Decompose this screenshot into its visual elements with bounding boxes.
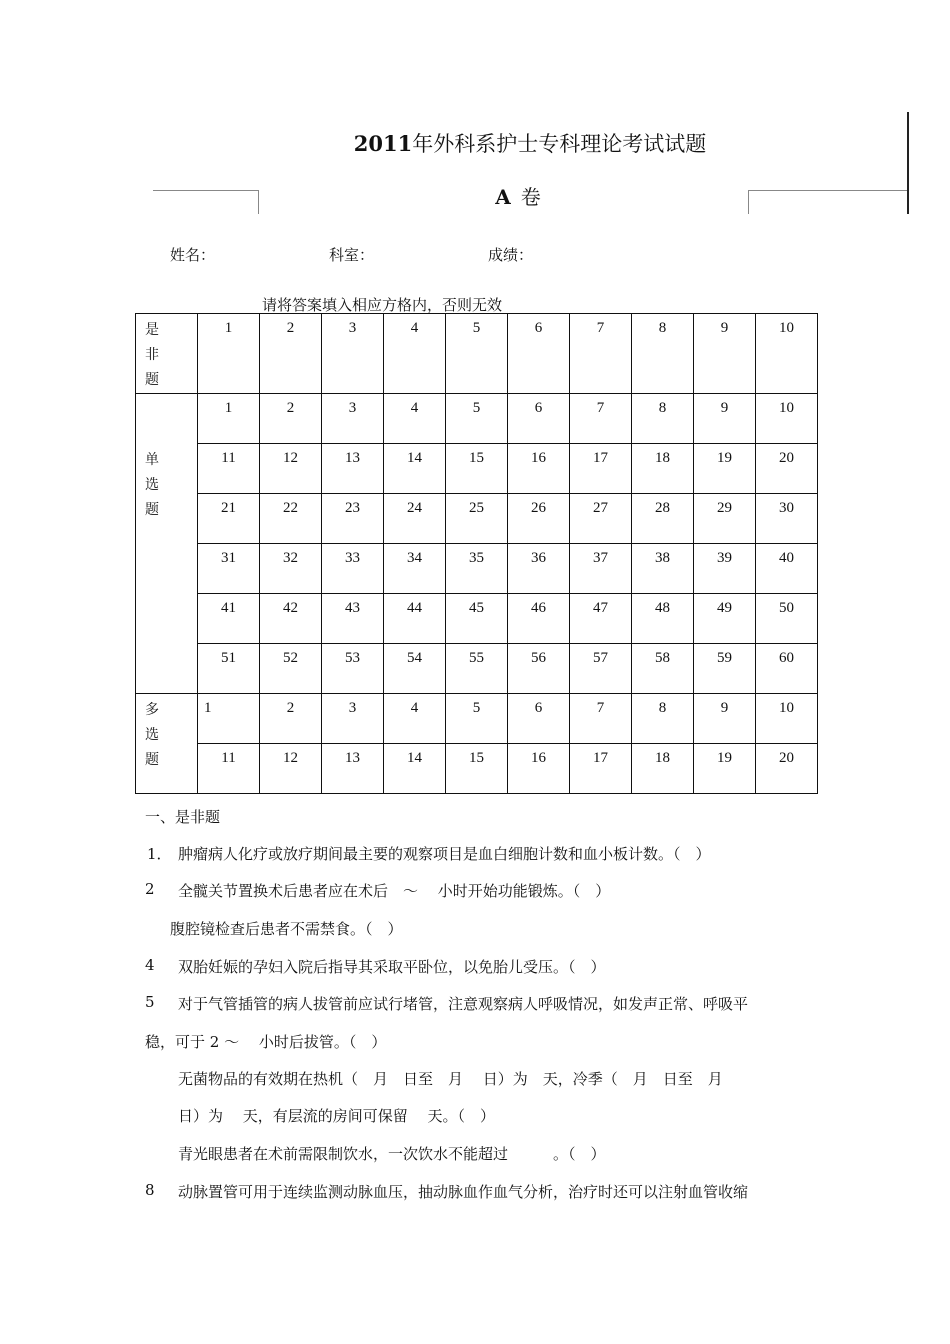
true-false-label [136, 314, 198, 394]
true-false-answer-cell[interactable]: 9 [694, 314, 756, 394]
multi-choice-answer-cell[interactable]: 19 [694, 744, 756, 794]
multi-choice-answer-cell[interactable]: 1 [198, 694, 260, 744]
single-choice-answer-cell[interactable]: 58 [632, 644, 694, 694]
question-number: 2 [145, 880, 155, 898]
single-choice-answer-cell[interactable]: 38 [632, 544, 694, 594]
multi-choice-answer-cell[interactable]: 10 [756, 694, 818, 744]
section-title: 一、是非题 [145, 808, 221, 826]
single-choice-answer-cell[interactable]: 43 [322, 594, 384, 644]
answer-sheet-table [135, 313, 818, 794]
multi-choice-row [136, 694, 818, 744]
multi-choice-answer-cell[interactable]: 3 [322, 694, 384, 744]
question-text: 全髋关节置换术后患者应在术后 ～ 小时开始功能锻炼。（ ） [178, 882, 611, 900]
single-choice-answer-cell[interactable]: 16 [508, 444, 570, 494]
single-choice-answer-cell[interactable]: 23 [322, 494, 384, 544]
single-choice-answer-cell[interactable]: 30 [756, 494, 818, 544]
page-title: 2011年外科系护士专科理论考试试题 [353, 131, 707, 156]
single-choice-answer-cell[interactable]: 11 [198, 444, 260, 494]
question-number: 8 [145, 1181, 155, 1199]
true-false-answer-cell[interactable]: 1 [198, 314, 260, 394]
single-choice-answer-cell[interactable]: 49 [694, 594, 756, 644]
single-choice-answer-cell[interactable]: 56 [508, 644, 570, 694]
true-false-answer-cell[interactable]: 5 [446, 314, 508, 394]
multi-choice-answer-cell[interactable]: 17 [570, 744, 632, 794]
true-false-label-char: 是 [145, 322, 159, 338]
single-choice-answer-cell[interactable]: 19 [694, 444, 756, 494]
single-choice-answer-cell[interactable]: 10 [756, 394, 818, 444]
single-choice-answer-cell[interactable]: 12 [260, 444, 322, 494]
multi-choice-answer-cell[interactable]: 12 [260, 744, 322, 794]
question-text: 腹腔镜检查后患者不需禁食。（ ） [170, 920, 403, 938]
question-text: 肿瘤病人化疗或放疗期间最主要的观察项目是血白细胞计数和血小板计数。（ ） [178, 845, 711, 863]
single-choice-answer-cell[interactable]: 13 [322, 444, 384, 494]
multi-choice-answer-cell[interactable]: 14 [384, 744, 446, 794]
single-choice-row [136, 394, 818, 444]
single-choice-answer-cell[interactable]: 59 [694, 644, 756, 694]
single-choice-answer-cell[interactable]: 46 [508, 594, 570, 644]
single-choice-answer-cell[interactable]: 48 [632, 594, 694, 644]
single-choice-answer-cell[interactable]: 22 [260, 494, 322, 544]
multi-choice-row [136, 744, 818, 794]
single-choice-answer-cell[interactable]: 35 [446, 544, 508, 594]
true-false-answer-cell[interactable]: 3 [322, 314, 384, 394]
single-choice-answer-cell[interactable]: 36 [508, 544, 570, 594]
single-choice-row [136, 594, 818, 644]
multi-choice-label-char: 题 [145, 752, 159, 768]
single-choice-answer-cell[interactable]: 47 [570, 594, 632, 644]
question-text: 双胎妊娠的孕妇入院后指导其采取平卧位，以免胎儿受压。（ ） [178, 958, 606, 976]
single-choice-answer-cell[interactable]: 34 [384, 544, 446, 594]
department-label: 科室： [329, 246, 375, 264]
true-false-answer-cell[interactable]: 7 [570, 314, 632, 394]
multi-choice-answer-cell[interactable]: 6 [508, 694, 570, 744]
name-label: 姓名： [170, 246, 216, 264]
single-choice-label [136, 394, 198, 694]
question-text: 对于气管插管的病人拔管前应试行堵管，注意观察病人呼吸情况，如发声正常、呼吸平 [178, 995, 749, 1013]
multi-choice-label-char: 选 [145, 727, 159, 743]
single-choice-answer-cell[interactable]: 25 [446, 494, 508, 544]
question-number: 5 [145, 993, 155, 1011]
multi-choice-answer-cell[interactable]: 2 [260, 694, 322, 744]
single-choice-answer-cell[interactable]: 32 [260, 544, 322, 594]
question-number: 4 [145, 956, 155, 974]
true-false-answer-cell[interactable]: 10 [756, 314, 818, 394]
question-text: 动脉置管可用于连续监测动脉血压，抽动脉血作血气分析，治疗时还可以注射血管收缩 [178, 1183, 749, 1201]
single-choice-answer-cell[interactable]: 52 [260, 644, 322, 694]
true-false-label-char: 非 [145, 347, 159, 363]
true-false-row [136, 314, 818, 394]
single-choice-answer-cell[interactable]: 44 [384, 594, 446, 644]
single-choice-answer-cell[interactable]: 24 [384, 494, 446, 544]
single-choice-answer-cell[interactable]: 50 [756, 594, 818, 644]
single-choice-answer-cell[interactable]: 2 [260, 394, 322, 444]
single-choice-row [136, 494, 818, 544]
single-choice-answer-cell[interactable]: 39 [694, 544, 756, 594]
single-choice-answer-cell[interactable]: 6 [508, 394, 570, 444]
single-choice-answer-cell[interactable]: 29 [694, 494, 756, 544]
single-choice-label-char: 题 [145, 502, 159, 518]
single-choice-answer-cell[interactable]: 21 [198, 494, 260, 544]
multi-choice-answer-cell[interactable]: 11 [198, 744, 260, 794]
single-choice-answer-cell[interactable]: 14 [384, 444, 446, 494]
multi-choice-answer-cell[interactable]: 13 [322, 744, 384, 794]
single-choice-answer-cell[interactable]: 7 [570, 394, 632, 444]
single-choice-answer-cell[interactable]: 26 [508, 494, 570, 544]
single-choice-answer-cell[interactable]: 17 [570, 444, 632, 494]
true-false-label-char: 题 [145, 372, 159, 388]
true-false-answer-cell[interactable]: 8 [632, 314, 694, 394]
question-number: 1． [147, 845, 172, 863]
single-choice-answer-cell[interactable]: 33 [322, 544, 384, 594]
single-choice-answer-cell[interactable]: 18 [632, 444, 694, 494]
question-text: 青光眼患者在术前需限制饮水，一次饮水不能超过 。（ ） [178, 1145, 606, 1163]
multi-choice-answer-cell[interactable]: 5 [446, 694, 508, 744]
single-choice-row [136, 544, 818, 594]
multi-choice-answer-cell[interactable]: 9 [694, 694, 756, 744]
single-choice-row [136, 444, 818, 494]
multi-choice-answer-cell[interactable]: 18 [632, 744, 694, 794]
single-choice-answer-cell[interactable]: 60 [756, 644, 818, 694]
single-choice-answer-cell[interactable]: 4 [384, 394, 446, 444]
multi-choice-answer-cell[interactable]: 4 [384, 694, 446, 744]
single-choice-label-char: 单 [145, 452, 159, 468]
answer-instruction: 请将答案填入相应方格内，否则无效 [262, 296, 503, 314]
single-choice-answer-cell[interactable]: 55 [446, 644, 508, 694]
question-text: 稳，可于 2 ～ 小时后拔管。（ ） [145, 1033, 387, 1051]
single-choice-answer-cell[interactable]: 20 [756, 444, 818, 494]
multi-choice-answer-cell[interactable]: 8 [632, 694, 694, 744]
multi-choice-label-char: 多 [145, 702, 159, 718]
single-choice-answer-cell[interactable]: 5 [446, 394, 508, 444]
multi-choice-answer-cell[interactable]: 20 [756, 744, 818, 794]
single-choice-answer-cell[interactable]: 31 [198, 544, 260, 594]
single-choice-answer-cell[interactable]: 15 [446, 444, 508, 494]
single-choice-answer-cell[interactable]: 51 [198, 644, 260, 694]
single-choice-answer-cell[interactable]: 8 [632, 394, 694, 444]
single-choice-answer-cell[interactable]: 53 [322, 644, 384, 694]
single-choice-answer-cell[interactable]: 9 [694, 394, 756, 444]
true-false-answer-cell[interactable]: 2 [260, 314, 322, 394]
true-false-answer-cell[interactable]: 4 [384, 314, 446, 394]
single-choice-answer-cell[interactable]: 3 [322, 394, 384, 444]
multi-choice-answer-cell[interactable]: 16 [508, 744, 570, 794]
single-choice-answer-cell[interactable]: 27 [570, 494, 632, 544]
single-choice-answer-cell[interactable]: 40 [756, 544, 818, 594]
single-choice-row [136, 644, 818, 694]
single-choice-answer-cell[interactable]: 57 [570, 644, 632, 694]
multi-choice-answer-cell[interactable]: 7 [570, 694, 632, 744]
single-choice-label-char: 选 [145, 477, 159, 493]
paper-version: A 卷 [495, 185, 541, 209]
multi-choice-label [136, 694, 198, 794]
multi-choice-answer-cell[interactable]: 15 [446, 744, 508, 794]
score-label: 成绩： [488, 246, 534, 264]
single-choice-answer-cell[interactable]: 28 [632, 494, 694, 544]
single-choice-answer-cell[interactable]: 45 [446, 594, 508, 644]
true-false-answer-cell[interactable]: 6 [508, 314, 570, 394]
single-choice-answer-cell[interactable]: 37 [570, 544, 632, 594]
single-choice-answer-cell[interactable]: 42 [260, 594, 322, 644]
single-choice-answer-cell[interactable]: 41 [198, 594, 260, 644]
single-choice-answer-cell[interactable]: 54 [384, 644, 446, 694]
question-text: 日）为 天，有层流的房间可保留 天。（ ） [178, 1107, 496, 1125]
single-choice-answer-cell[interactable]: 1 [198, 394, 260, 444]
question-text: 无菌物品的有效期在热机（ 月 日至 月 日）为 天，冷季（ 月 日至 月 [178, 1070, 723, 1088]
